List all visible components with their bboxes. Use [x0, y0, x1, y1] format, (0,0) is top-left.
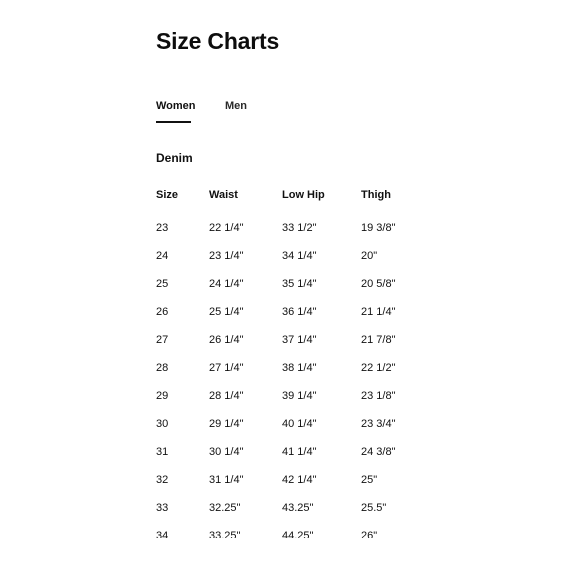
column-header-size: Size: [156, 189, 179, 201]
cell-low-hip: 44.25": [282, 530, 314, 538]
cell-thigh: 24 3/8": [361, 446, 396, 458]
cell-thigh: 21 1/4": [361, 306, 396, 318]
cell-thigh: 25": [361, 474, 378, 486]
cell-size: 33: [156, 502, 169, 514]
cell-waist: 25 1/4": [209, 306, 244, 318]
table-row: [156, 210, 421, 242]
cell-waist: 23 1/4": [209, 250, 244, 262]
cell-thigh: 21 7/8": [361, 334, 396, 346]
table-row: [156, 354, 421, 382]
cell-low-hip: 37 1/4": [282, 334, 317, 346]
cell-waist: 26 1/4": [209, 334, 244, 346]
cell-size: 29: [156, 390, 169, 402]
cell-size: 24: [156, 250, 169, 262]
cell-waist: 33.25": [209, 530, 241, 538]
table-row: [156, 242, 421, 270]
cell-size: 26: [156, 306, 169, 318]
cell-low-hip: 35 1/4": [282, 278, 317, 290]
cell-thigh: 22 1/2": [361, 362, 396, 374]
cell-waist: 27 1/4": [209, 362, 244, 374]
cell-thigh: 20": [361, 250, 378, 262]
table-row: [156, 466, 421, 494]
table-row: [156, 270, 421, 298]
column-header-low-hip: Low Hip: [282, 189, 325, 201]
cell-waist: 24 1/4": [209, 278, 244, 290]
cell-thigh: 23 3/4": [361, 418, 396, 430]
tab-women[interactable]: Women: [156, 100, 191, 126]
table-row: [156, 522, 421, 538]
cell-low-hip: 43.25": [282, 502, 314, 514]
cell-size: 28: [156, 362, 169, 374]
cell-low-hip: 38 1/4": [282, 362, 317, 374]
page-title: Size Charts: [156, 28, 280, 54]
size-table-container: [0, 180, 580, 538]
table-row: [156, 410, 421, 438]
cell-waist: 22 1/4": [209, 222, 244, 234]
cell-size: 30: [156, 418, 169, 430]
cell-thigh: 20 5/8": [361, 278, 396, 290]
cell-low-hip: 41 1/4": [282, 446, 317, 458]
cell-thigh: 26": [361, 530, 378, 538]
gender-tabs: [156, 100, 247, 126]
section-title-denim: Denim: [156, 151, 193, 165]
column-header-waist: Waist: [209, 189, 238, 201]
table-row: [156, 494, 421, 522]
cell-waist: 31 1/4": [209, 474, 244, 486]
cell-low-hip: 42 1/4": [282, 474, 317, 486]
cell-size: 27: [156, 334, 169, 346]
cell-low-hip: 34 1/4": [282, 250, 317, 262]
cell-size: 25: [156, 278, 169, 290]
cell-size: 32: [156, 474, 169, 486]
cell-size: 31: [156, 446, 169, 458]
cell-waist: 29 1/4": [209, 418, 244, 430]
cell-waist: 28 1/4": [209, 390, 244, 402]
cell-thigh: 25.5": [361, 502, 387, 514]
size-table: [156, 180, 421, 538]
cell-low-hip: 33 1/2": [282, 222, 317, 234]
cell-low-hip: 39 1/4": [282, 390, 317, 402]
table-header-row: [156, 180, 421, 210]
cell-thigh: 19 3/8": [361, 222, 396, 234]
table-row: [156, 382, 421, 410]
tab-men[interactable]: Men: [225, 100, 247, 112]
table-row: [156, 298, 421, 326]
cell-low-hip: 36 1/4": [282, 306, 317, 318]
cell-waist: 32.25": [209, 502, 241, 514]
column-header-thigh: Thigh: [361, 189, 391, 201]
cell-size: 23: [156, 222, 169, 234]
cell-waist: 30 1/4": [209, 446, 244, 458]
table-row: [156, 326, 421, 354]
cell-size: 34: [156, 530, 169, 538]
table-row: [156, 438, 421, 466]
cell-thigh: 23 1/8": [361, 390, 396, 402]
cell-low-hip: 40 1/4": [282, 418, 317, 430]
